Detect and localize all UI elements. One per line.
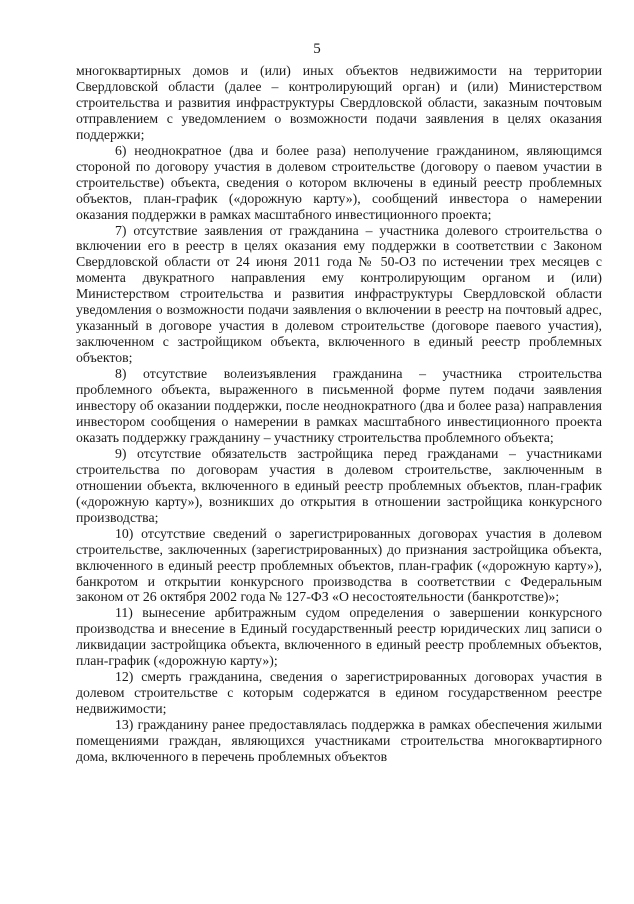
paragraph-item-11: 11) вынесение арбитражным судом определения о завершении конкурсного производства и внесение в Единый государственный реестр юридических лиц записи о ликвидации застройщика объекта, включенного в единый реестр проблемных объектов, план-график («дорожную карту»);: [76, 605, 602, 669]
document-body: [76, 63, 602, 765]
paragraph-item-10: 10) отсутствие сведений о зарегистрированных договорах участия в долевом строительстве, заключенных (зарегистрированных) до признания застройщика объекта, включенного в единый реестр проблемных объектов, план-график («дорожную карту»), банкротом и открытии конкурсного производства в соответствии с Федеральным законом от 26 октября 2002 года № 127-ФЗ «О несостоятельности (банкротстве)»;: [76, 525, 602, 605]
paragraph-continuation: многоквартирных домов и (или) иных объектов недвижимости на территории Свердловской области (далее – контролирующий орган) и (или) Министерством строительства и развития инфраструктуры Свердловской области, заказным почтовым отправлением с уведомлением о возможности подачи заявления в целях оказания поддержки;: [76, 63, 602, 142]
paragraph-item-7: 7) отсутствие заявления от гражданина – участника долевого строительства о включении его в реестр в целях оказания ему поддержки в соответствии с Законом Свердловской области от 24 июня 2011 года № 50-ОЗ по истечении трех месяцев с момента двукратного направления ему контролирующим органом и (или) Министерством строительства и развития инфраструктуры Свердловской области уведомления о возможности подачи заявления о включении в реестр на почтовый адрес, указанный в договоре участия в долевом строительстве (договоре паевого участия), заключенном с застройщиком объекта, включенного в единый реестр проблемных объектов;: [76, 222, 602, 366]
paragraph-item-12: 12) смерть гражданина, сведения о зарегистрированных договорах участия в долевом строительстве с которым содержатся в едином государственном реестре недвижимости;: [76, 669, 602, 717]
page-number: 5: [313, 41, 321, 57]
paragraph-item-8: 8) отсутствие волеизъявления гражданина – участника строительства проблемного объекта, выраженного в письменной форме путем подачи заявления инвестору об оказании поддержки, после неоднократного (два и более раза) направления инвестором сообщения о намерении в рамках масштабного инвестиционного проекта оказать поддержку гражданину – участнику строительства проблемного объекта;: [76, 366, 602, 445]
paragraph-item-13: 13) гражданину ранее предоставлялась поддержка в рамках обеспечения жилыми помещениями граждан, являющихся участниками строительства многоквартирного дома, включенного в перечень проблемных объектов: [76, 717, 602, 764]
paragraph-item-9: 9) отсутствие обязательств застройщика перед гражданами – участниками строительства по договорам участия в долевом строительстве, заключенным в отношении объекта, включенного в единый реестр проблемных объектов, план-график («дорожную карту»), возникших до открытия в отношении застройщика конкурсного производства;: [76, 445, 602, 525]
paragraph-item-6: 6) неоднократное (два и более раза) неполучение гражданином, являющимся стороной по договору участия в долевом строительстве (договору о паевом участии в строительстве) объекта, сведения о котором включены в единый реестр проблемных объектов, план-график («дорожную карту»), сообщений инвестора о намерении оказания поддержки в рамках масштабного инвестиционного проекта;: [76, 142, 602, 222]
